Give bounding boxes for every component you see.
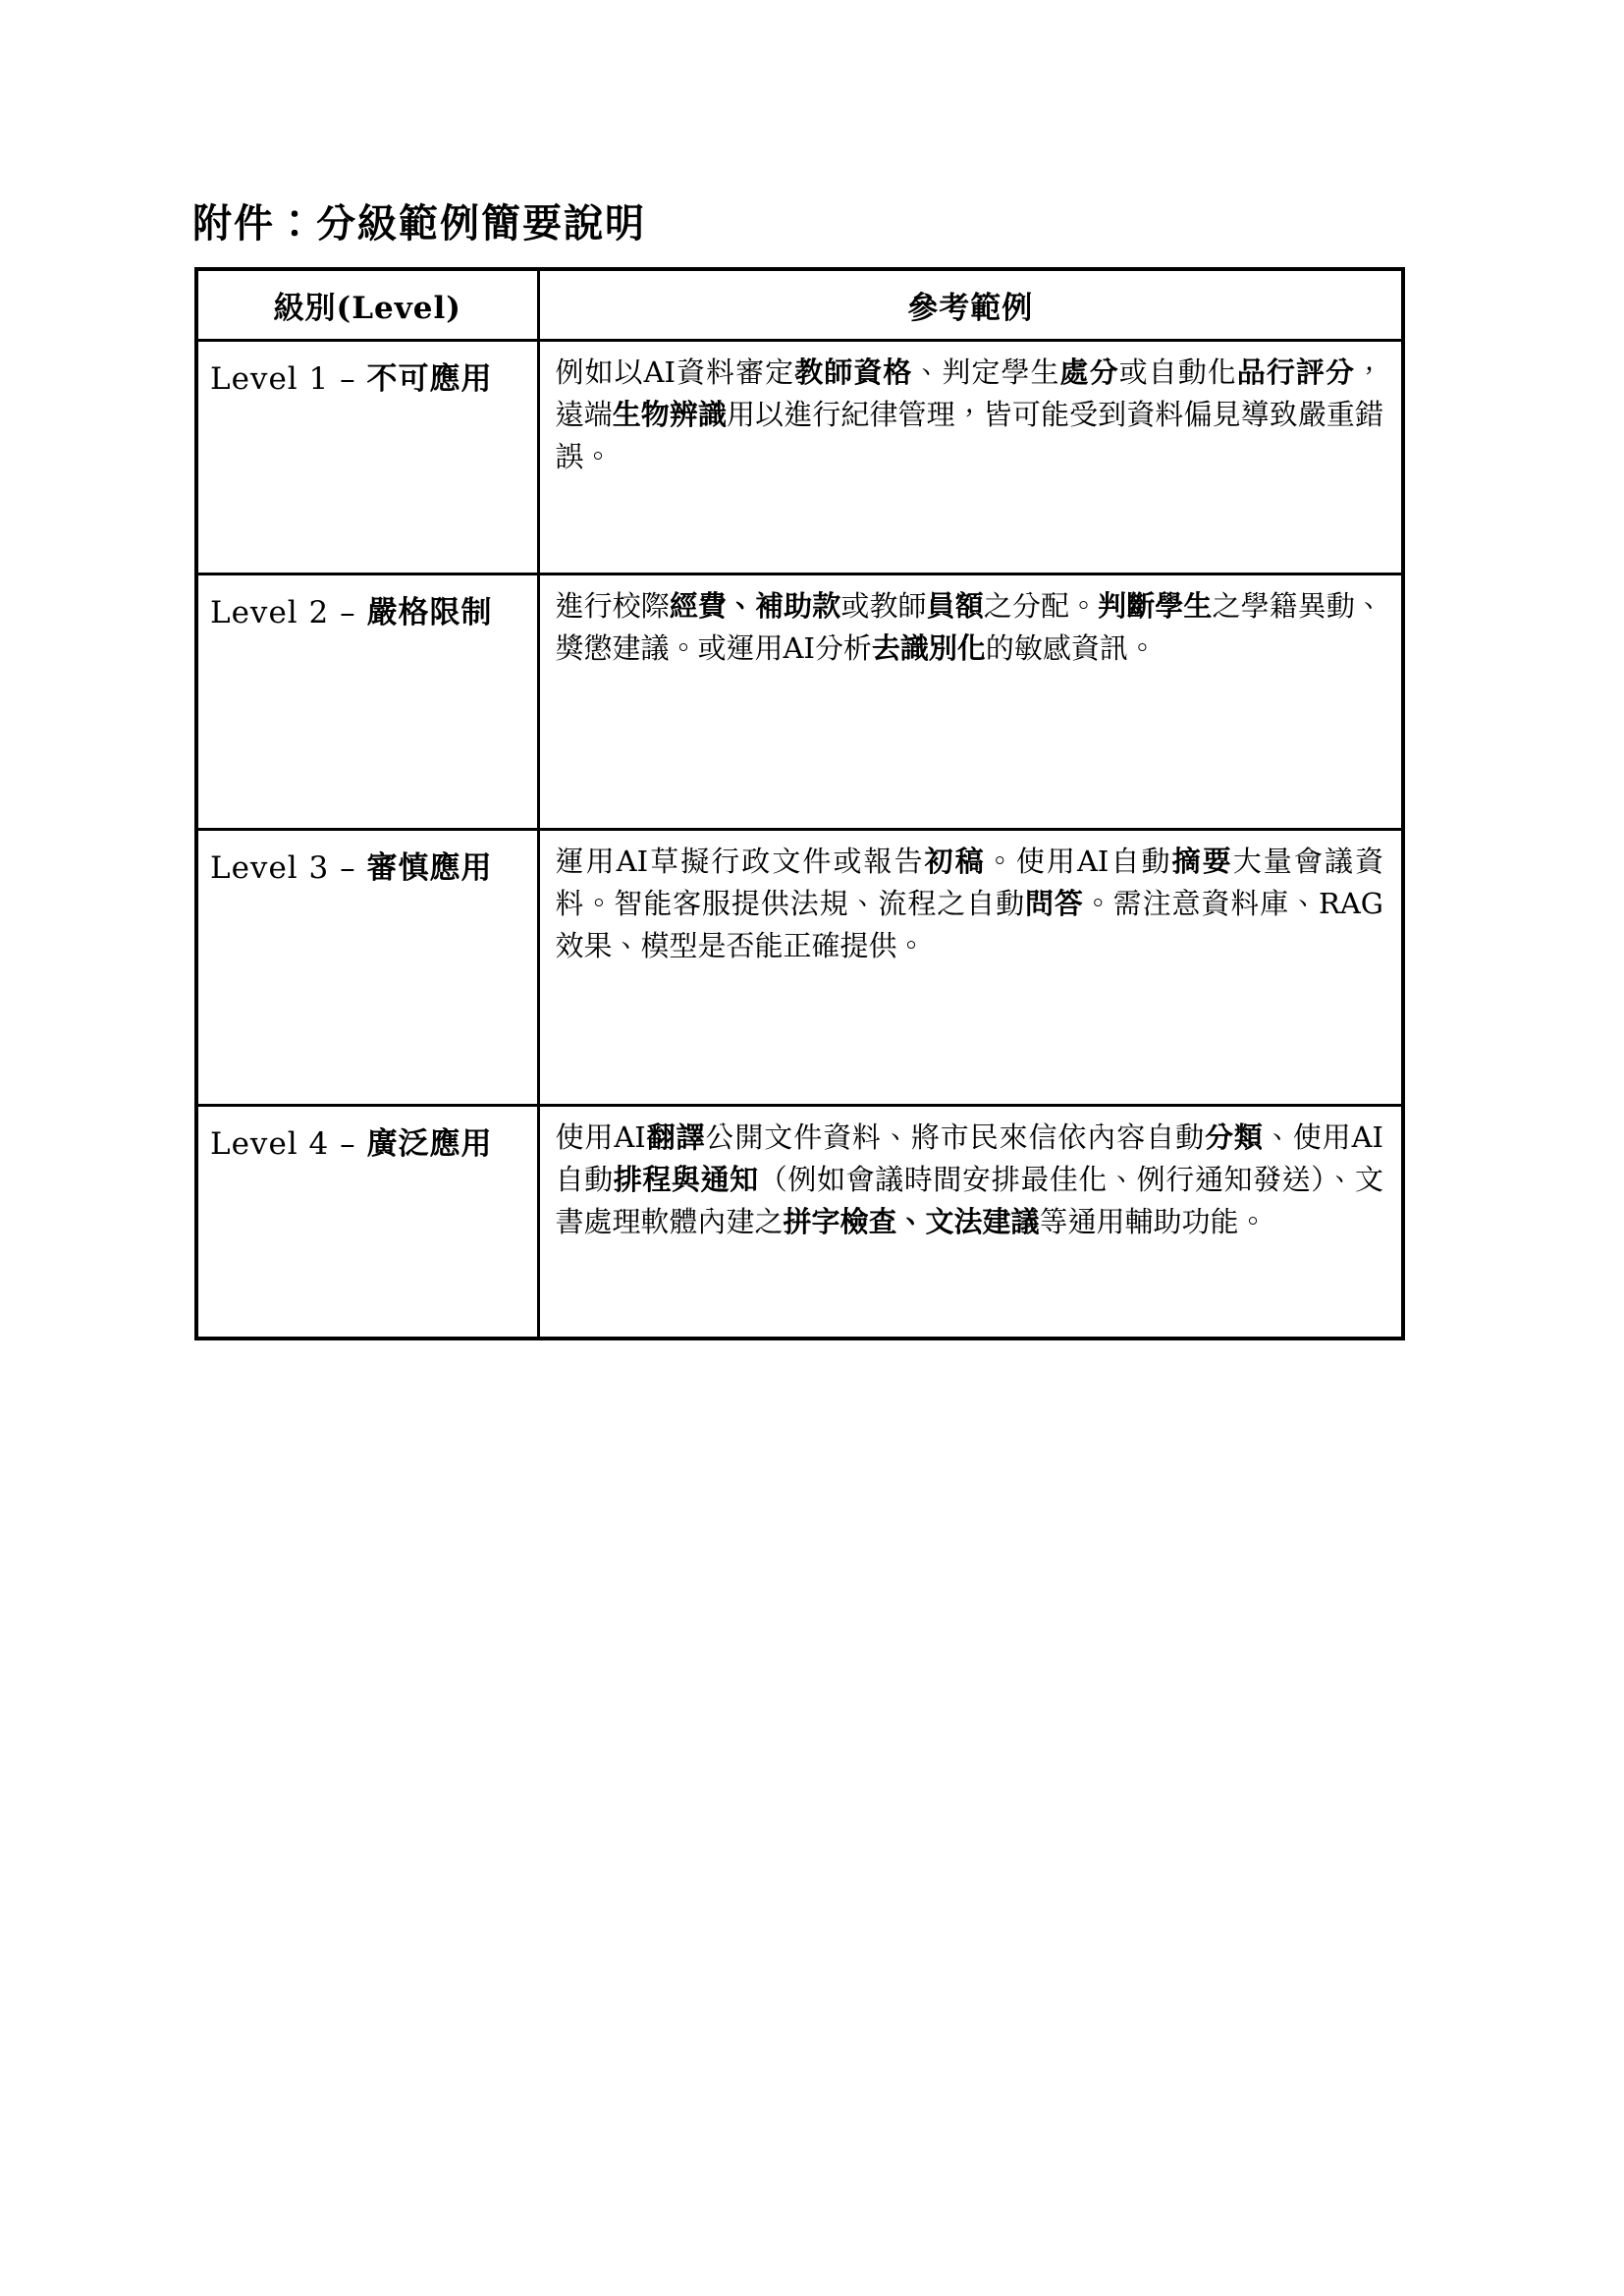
- level-cell: [196, 574, 538, 829]
- table-row: [196, 1105, 1403, 1339]
- text-run: 或教師: [840, 588, 927, 623]
- text-run-bold: 判斷學生: [1098, 588, 1213, 623]
- level-name: 嚴格限制: [366, 594, 493, 630]
- text-run-bold: 生物辨識: [612, 397, 728, 431]
- text-run-bold: 初稿: [924, 844, 986, 878]
- example-cell: [538, 829, 1403, 1105]
- text-run-bold: 品行評分: [1236, 355, 1355, 389]
- level-prefix: Level 1 –: [210, 360, 367, 397]
- text-run-bold: 教師資格: [794, 355, 913, 389]
- column-header-example: 參考範例: [538, 269, 1403, 340]
- level-name: 廣泛應用: [366, 1125, 493, 1162]
- text-run-bold: 去識別化: [871, 630, 986, 665]
- text-run: 之學籍異動、獎懲建議。或運用AI分析: [555, 588, 1383, 665]
- text-run-bold: 處分: [1059, 355, 1119, 389]
- text-run: 運用AI草擬行政文件或報告: [555, 844, 925, 878]
- text-run-bold: 問答: [1024, 886, 1084, 920]
- table-row: [196, 829, 1403, 1105]
- text-run-bold: 排程與通知: [613, 1162, 759, 1196]
- text-run-bold: 經費、補助款: [669, 588, 841, 623]
- level-prefix: Level 3 –: [210, 849, 367, 886]
- example-cell: [538, 574, 1403, 829]
- column-header-level: 級別(Level): [196, 269, 538, 340]
- level-cell: [196, 1105, 538, 1339]
- text-run: 用以進行紀律管理，皆可能受到資料偏見導致嚴重錯誤。: [555, 397, 1383, 473]
- page-title: 附件：分級範例簡要說明: [192, 200, 646, 246]
- text-run-bold: 分類: [1205, 1120, 1264, 1154]
- text-run-bold: 拼字檢查、文法建議: [783, 1204, 1040, 1238]
- text-run-bold: 翻譯: [645, 1120, 706, 1154]
- text-run: 例如以AI資料審定: [555, 355, 795, 389]
- text-run: 。需注意資料庫、RAG效果、模型是否能正確提供。: [555, 886, 1383, 962]
- text-run: 大量會議資料。智能客服提供法規、流程之自動: [555, 844, 1383, 920]
- text-run: 、使用AI自動: [555, 1120, 1383, 1196]
- example-cell: [538, 340, 1403, 574]
- header-row: [196, 269, 1403, 340]
- table-row: [196, 340, 1403, 574]
- text-run-bold: 摘要: [1171, 844, 1233, 878]
- level-cell: [196, 340, 538, 574]
- level-examples-table: [194, 267, 1405, 1340]
- text-run: ，遠端: [555, 355, 1383, 431]
- level-prefix: Level 2 –: [210, 594, 367, 630]
- text-run: 之分配。: [983, 588, 1099, 623]
- level-prefix: Level 4 –: [210, 1125, 367, 1162]
- level-name: 審慎應用: [366, 849, 493, 886]
- text-run: 使用AI: [555, 1120, 646, 1154]
- table-body: [196, 340, 1403, 1339]
- text-run: 公開文件資料、將市民來信依內容自動: [705, 1120, 1205, 1154]
- level-name: 不可應用: [366, 360, 493, 397]
- text-run: （例如會議時間安排最佳化、例行通知發送）、文書處理軟體內建之: [555, 1162, 1383, 1238]
- text-run: 的敏感資訊。: [985, 630, 1157, 665]
- text-run: 、判定學生: [912, 355, 1060, 389]
- text-run-bold: 員額: [926, 588, 984, 623]
- text-run: 。使用AI自動: [985, 844, 1172, 878]
- text-run: 等通用輔助功能。: [1039, 1204, 1268, 1238]
- text-run: 進行校際: [555, 588, 670, 623]
- level-cell: [196, 829, 538, 1105]
- table-row: [196, 574, 1403, 829]
- text-run: 或自動化: [1118, 355, 1237, 389]
- example-cell: [538, 1105, 1403, 1339]
